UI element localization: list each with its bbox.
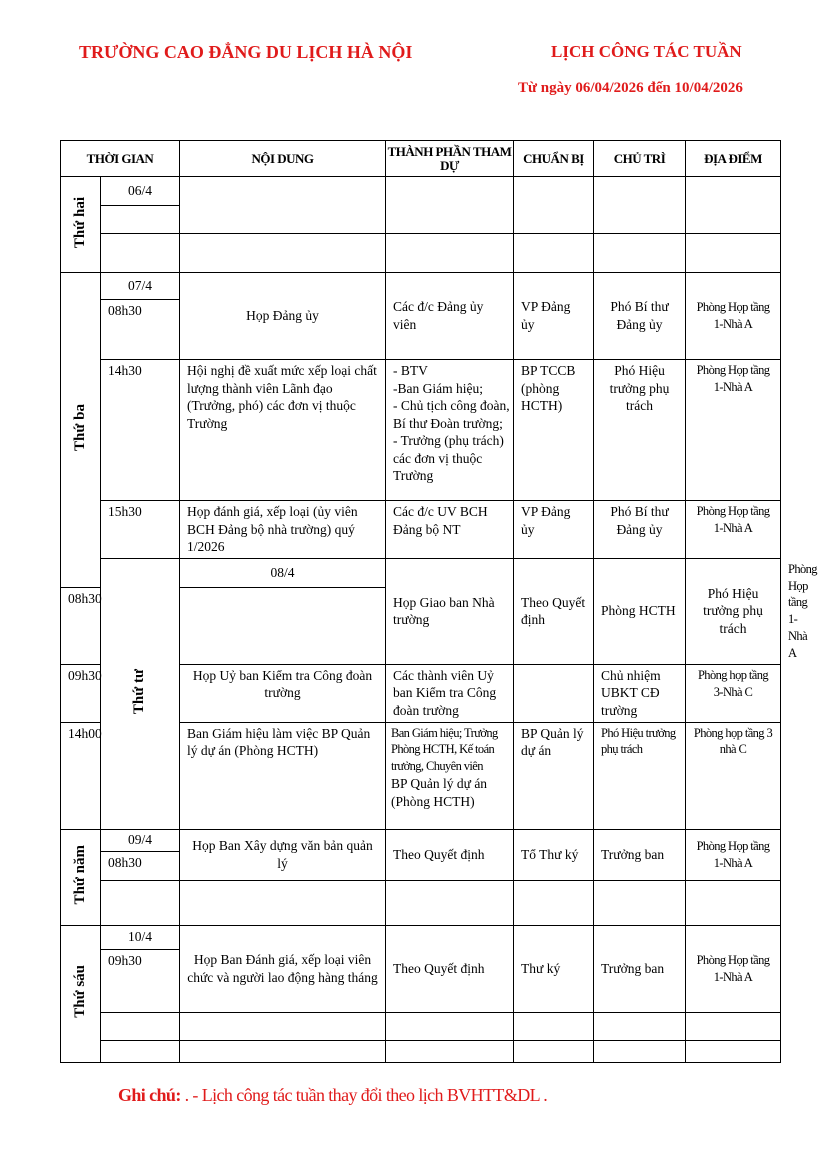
- table-row: [61, 501, 781, 559]
- event-content: Họp Giao ban Nhà trường: [386, 558, 514, 664]
- table-row: [61, 177, 781, 206]
- event-participants: Theo Quyết định: [386, 829, 514, 880]
- table-row: [61, 360, 781, 501]
- event-prep: VP Đảng ủy: [514, 273, 594, 360]
- day-label: Thứ sáu: [61, 925, 101, 1062]
- event-prep: BP TCCB (phòng HCTH): [514, 360, 594, 501]
- footnote: [118, 1085, 547, 1106]
- event-chair: Trưởng ban: [594, 925, 686, 1012]
- table-row: Thứ tư 08/4 Họp Giao ban Nhà trường Theo Quyết định Phòng HCTH Phó Hiệu trưởng phụ trách Phòng Họp tầng 1-Nhà A: [61, 558, 781, 587]
- event-location: Phòng Họp tầng 1-Nhà A: [686, 360, 781, 501]
- event-location: Phòng Họp tầng 1-Nhà A: [686, 273, 781, 360]
- event-content: Hội nghị đề xuất mức xếp loại chất lượng thành viên Lãnh đạo (Trưởng, phó) các đơn vị thuộc Trường: [180, 360, 386, 501]
- event-chair: Phó Hiệu trưởng phụ trách: [594, 722, 686, 829]
- event-location: Phòng Họp tầng 1-Nhà A: [686, 501, 781, 559]
- date-cell: 06/4: [101, 177, 180, 206]
- event-chair: Phó Bí thư Đảng ủy: [594, 273, 686, 360]
- footnote-text: . - Lịch công tác tuần thay đổi theo lịch BVHTT&DL .: [184, 1085, 548, 1105]
- event-content: Họp đánh giá, xếp loại (ủy viên BCH Đảng bộ nhà trường) quý 1/2026: [180, 501, 386, 559]
- event-participants: - BTV -Ban Giám hiệu; - Chủ tịch công đoàn, Bí thư Đoàn trường; - Trưởng (phụ trách) các đơn vị thuộc Trường: [386, 360, 514, 501]
- event-time: 14h30: [101, 360, 180, 501]
- event-participants: Các đ/c Đảng ủy viên: [386, 273, 514, 360]
- date-cell: 08/4: [180, 558, 386, 587]
- day-label: Thứ năm: [61, 829, 101, 925]
- event-participants: Các thành viên Uỷ ban Kiểm tra Công đoàn trường: [386, 664, 514, 722]
- event-location: Phòng họp tầng 3 nhà C: [686, 722, 781, 829]
- event-participants: Theo Quyết định: [386, 925, 514, 1012]
- event-content: Họp Ban Xây dựng văn bản quản lý: [180, 829, 386, 880]
- col-chair-header: CHỦ TRÌ: [594, 141, 686, 177]
- col-content-header: NỘI DUNG: [180, 141, 386, 177]
- event-content: Họp Đảng ủy: [180, 273, 386, 360]
- event-prep: Thư ký: [514, 925, 594, 1012]
- event-location: Phòng Họp tầng 1-Nhà A: [686, 829, 781, 880]
- date-cell: 09/4: [101, 829, 180, 851]
- event-time: 08h30: [61, 587, 101, 664]
- event-prep: VP Đảng ủy: [514, 501, 594, 559]
- event-chair: Chủ nhiệm UBKT CĐ trường: [594, 664, 686, 722]
- day-label: Thứ hai: [61, 177, 101, 273]
- event-prep: [514, 664, 594, 722]
- event-chair: Phó Hiệu trưởng phụ trách: [686, 558, 781, 664]
- col-time-header: THỜI GIAN: [61, 141, 180, 177]
- table-header-row: [61, 141, 781, 177]
- col-prep-header: CHUẨN BỊ: [514, 141, 594, 177]
- event-location: Phòng Họp tầng 1-Nhà A: [686, 925, 781, 1012]
- date-cell: 07/4: [101, 273, 180, 300]
- day-label: Thứ ba: [61, 273, 101, 588]
- school-name: TRƯỜNG CAO ĐẲNG DU LỊCH HÀ NỘI: [79, 42, 413, 62]
- event-time: 14h00: [61, 722, 101, 829]
- event-content: Ban Giám hiệu làm việc BP Quản lý dự án (Phòng HCTH): [180, 722, 386, 829]
- event-participants: [386, 722, 514, 829]
- table-row: [61, 925, 781, 949]
- event-time: 09h30: [101, 949, 180, 1012]
- date-range: Từ ngày 06/04/2026 đến 10/04/2026: [518, 80, 743, 96]
- event-prep: BP Quản lý dự án: [514, 722, 594, 829]
- participants-part-b: BP Quản lý dự án (Phòng HCTH): [391, 776, 488, 809]
- event-chair: Trưởng ban: [594, 829, 686, 880]
- event-time: 08h30: [101, 300, 180, 360]
- event-time: 09h30: [61, 664, 101, 722]
- participants-part-a: Ban Giám hiệu; Trưởng Phòng HCTH, Kế toán trưởng, Chuyên viên: [391, 725, 498, 774]
- event-chair: Phó Hiệu trưởng phụ trách: [594, 360, 686, 501]
- event-participants: Theo Quyết định: [514, 558, 594, 664]
- page-title: LỊCH CÔNG TÁC TUẦN: [551, 42, 742, 61]
- event-content: Họp Ban Đánh giá, xếp loại viên chức và người lao động hàng tháng: [180, 925, 386, 1012]
- col-participants-header: THÀNH PHẦN THAM DỰ: [386, 141, 514, 177]
- event-prep: Phòng HCTH: [594, 558, 686, 664]
- col-location-header: ĐỊA ĐIỂM: [686, 141, 781, 177]
- event-time: 08h30: [101, 851, 180, 880]
- event-prep: Tổ Thư ký: [514, 829, 594, 880]
- schedule-table: [60, 140, 817, 1063]
- date-cell: 10/4: [101, 925, 180, 949]
- event-chair: Phó Bí thư Đảng ủy: [594, 501, 686, 559]
- event-time: 15h30: [101, 501, 180, 559]
- event-participants: Các đ/c UV BCH Đảng bộ NT: [386, 501, 514, 559]
- day-label: Thứ tư: [101, 558, 180, 829]
- table-row: [61, 273, 781, 300]
- table-row: [61, 829, 781, 851]
- footnote-label: Ghi chú:: [118, 1085, 181, 1105]
- event-location: Phòng họp tầng 3-Nhà C: [686, 664, 781, 722]
- event-content: Họp Uỷ ban Kiểm tra Công đoàn trường: [180, 664, 386, 722]
